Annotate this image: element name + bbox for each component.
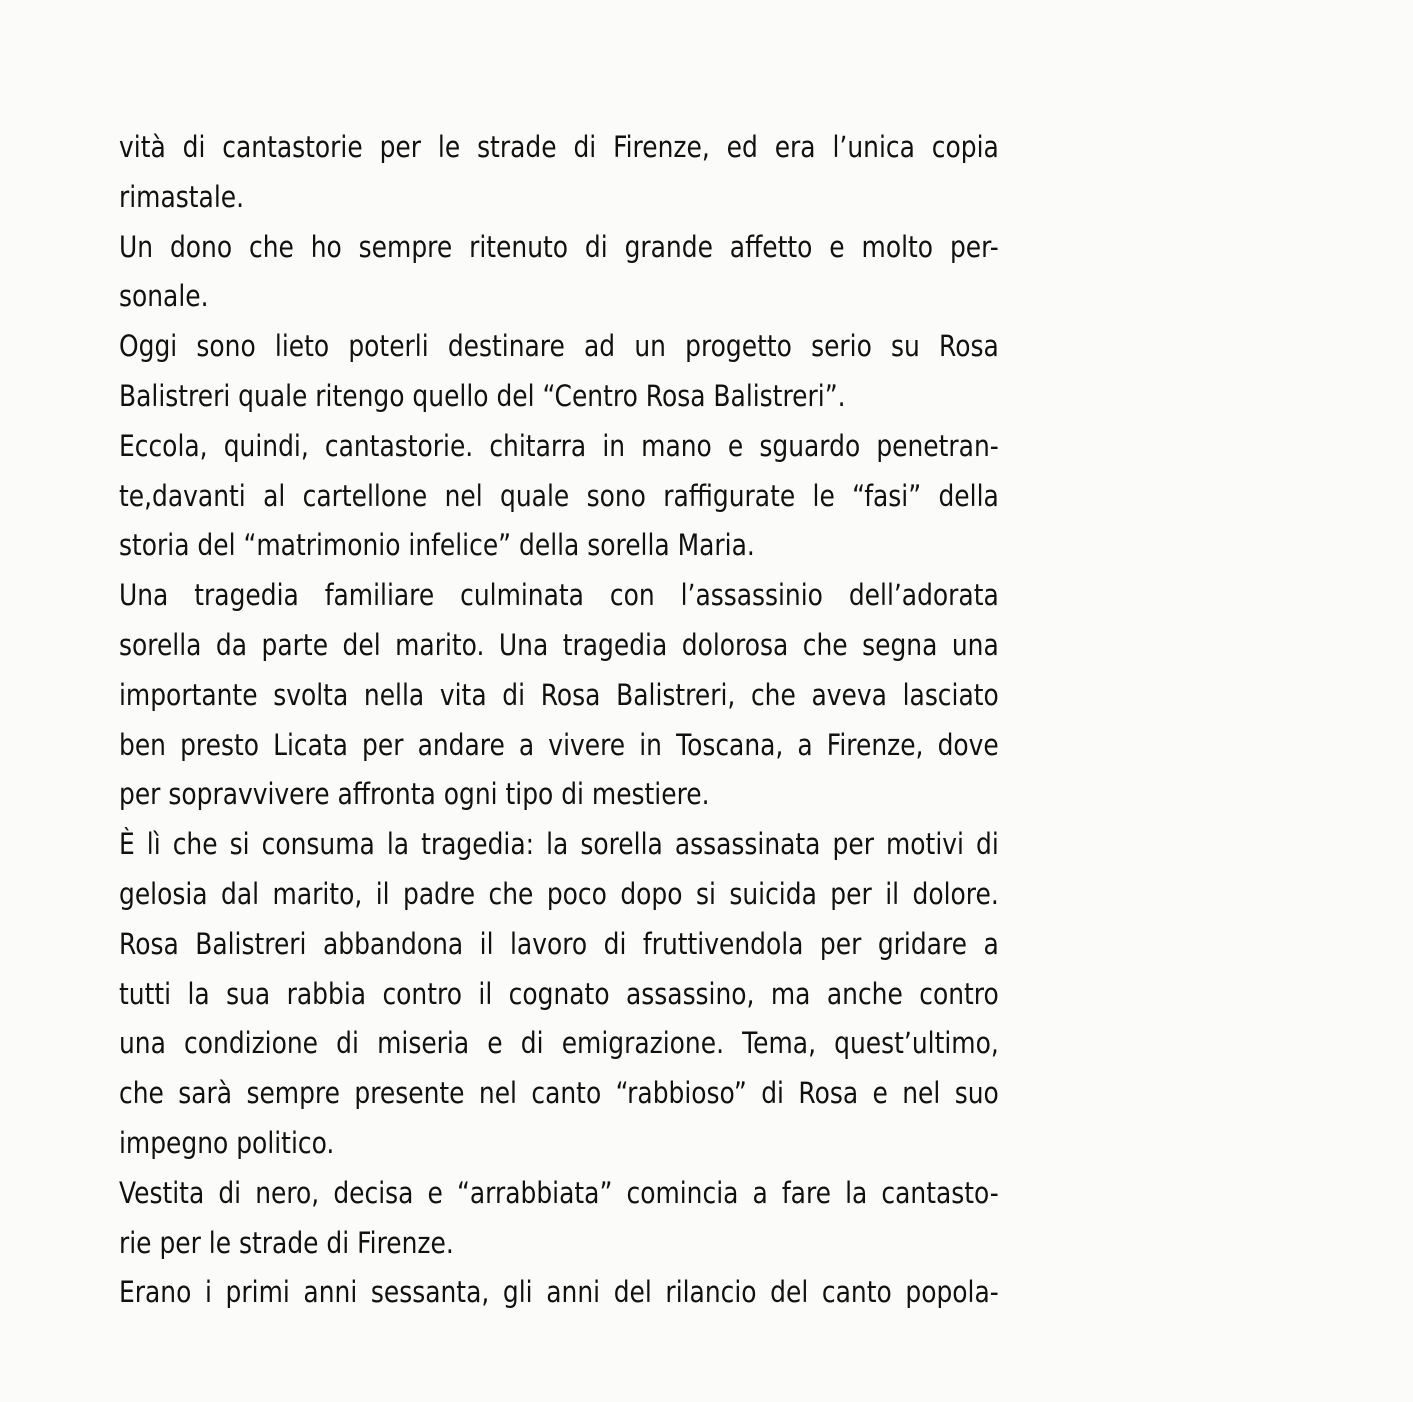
text-line-content: Vestita di nero, decisa e “arrabbiata” comincia a fare la cantasto- xyxy=(119,1175,999,1210)
text-line xyxy=(119,1019,999,1069)
text-line-content: storia del “matrimonio infelice” della sorella Maria. xyxy=(119,528,755,563)
text-line-content: Balistreri quale ritengo quello del “Centro Rosa Balistreri”. xyxy=(119,378,846,413)
text-line xyxy=(119,671,999,721)
text-line-content: Erano i primi anni sessanta, gli anni del rilancio del canto popola- xyxy=(119,1275,999,1310)
text-line xyxy=(119,422,999,472)
text-line xyxy=(119,521,999,571)
text-line xyxy=(119,1268,999,1318)
text-line xyxy=(119,472,999,522)
text-line xyxy=(119,1219,999,1269)
text-line-content: te,davanti al cartellone nel quale sono raffigurate le “fasi” della xyxy=(119,478,999,513)
text-line xyxy=(119,621,999,671)
text-line-content: tutti la sua rabbia contro il cognato assassino, ma anche contro xyxy=(119,976,999,1011)
text-line-content: Eccola, quindi, cantastorie. chitarra in mano e sguardo penetran- xyxy=(119,428,999,463)
text-line xyxy=(119,1069,999,1119)
text-line-content: per sopravvivere affronta ogni tipo di mestiere. xyxy=(119,777,710,812)
text-line-content: rie per le strade di Firenze. xyxy=(119,1225,454,1260)
text-line-content: sorella da parte del marito. Una tragedia dolorosa che segna una xyxy=(119,627,999,662)
text-line-content: sonale. xyxy=(119,279,209,314)
text-line xyxy=(119,970,999,1020)
text-line xyxy=(119,372,999,422)
text-line-content: ben presto Licata per andare a vivere in Toscana, a Firenze, dove xyxy=(119,727,999,762)
text-line-content: Oggi sono lieto poterli destinare ad un progetto serio su Rosa xyxy=(119,329,999,364)
text-line xyxy=(119,173,999,223)
text-line xyxy=(119,322,999,372)
text-line xyxy=(119,272,999,322)
text-line xyxy=(119,721,999,771)
text-line-content: una condizione di miseria e di emigrazione. Tema, quest’ultimo, xyxy=(119,1026,999,1061)
text-line xyxy=(119,870,999,920)
text-line-content: Rosa Balistreri abbandona il lavoro di fruttivendola per gridare a xyxy=(119,926,999,961)
text-line xyxy=(119,820,999,870)
text-line xyxy=(119,1169,999,1219)
body-text xyxy=(119,123,999,1318)
text-line xyxy=(119,571,999,621)
text-line-content: Un dono che ho sempre ritenuto di grande affetto e molto per- xyxy=(119,229,999,264)
text-line xyxy=(119,223,999,273)
text-line-content: Una tragedia familiare culminata con l’assassinio dell’adorata xyxy=(119,578,999,613)
text-line xyxy=(119,920,999,970)
text-line xyxy=(119,123,999,173)
text-line-content: importante svolta nella vita di Rosa Balistreri, che aveva lasciato xyxy=(119,677,999,712)
text-line-content: che sarà sempre presente nel canto “rabbioso” di Rosa e nel suo xyxy=(119,1076,999,1111)
text-line-content: impegno politico. xyxy=(119,1125,335,1160)
text-line xyxy=(119,770,999,820)
text-line-content: È lì che si consuma la tragedia: la sorella assassinata per motivi di xyxy=(119,827,999,862)
text-line-content: gelosia dal marito, il padre che poco dopo si suicida per il dolore. xyxy=(119,876,999,911)
text-line xyxy=(119,1119,999,1169)
text-line-content: rimastale. xyxy=(119,179,245,214)
text-line-content: vità di cantastorie per le strade di Firenze, ed era l’unica copia xyxy=(119,130,999,164)
